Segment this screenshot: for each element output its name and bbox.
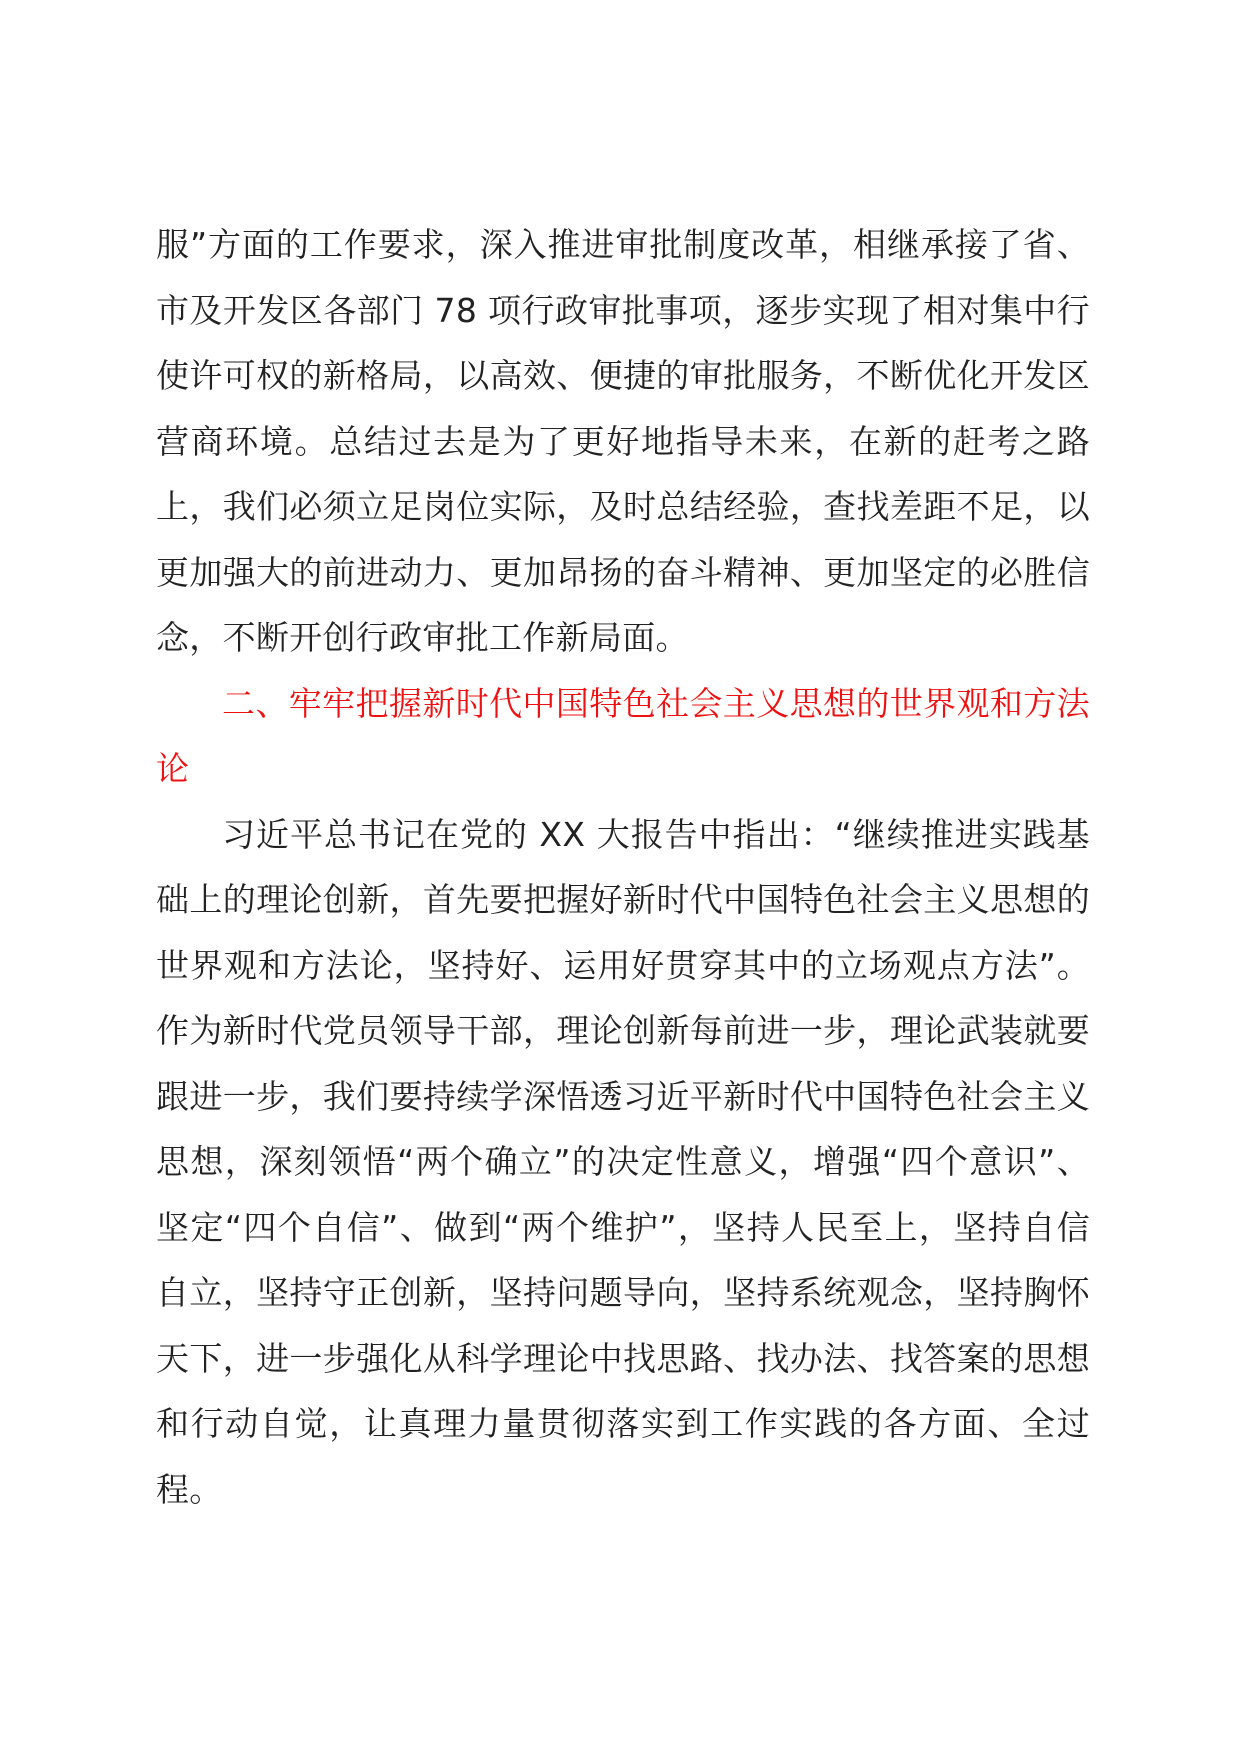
- continued-paragraph: 服”方面的工作要求，深入推进审批制度改革，相继承接了省、市及开发区各部门 78 项行政审批事项，逐步实现了相对集中行使许可权的新格局，以高效、便捷的审批服务，不断优化开发区营商环境。总结过去是为了更好地指导未来，在新的赶考之路上，我们必须立足岗位实际，及时总结经验，查找差距不足，以更加强大的前进动力、更加昂扬的奋斗精神、更加坚定的必胜信念，不断开创行政审批工作新局面。: [156, 225, 1090, 657]
- section-heading: 二、牢牢把握新时代中国特色社会主义思想的世界观和方法论: [156, 683, 1090, 788]
- body-paragraph: 习近平总书记在党的 XX 大报告中指出：“继续推进实践基础上的理论创新，首先要把握好新时代中国特色社会主义思想的世界观和方法论，坚持好、运用好贯穿其中的立场观点方法”。作为新时代党员领导干部，理论创新每前进一步，理论武装就要跟进一步，我们要持续学深悟透习近平新时代中国特色社会主义思想，深刻领悟“两个确立”的决定性意义，增强“四个意识”、坚定“四个自信”、做到“两个维护”，坚持人民至上，坚持自信自立，坚持守正创新，坚持问题导向，坚持系统观念，坚持胸怀天下，进一步强化从科学理论中找思路、找办法、找答案的思想和行动自觉，让真理力量贯彻落实到工作实践的各方面、全过程。: [156, 814, 1090, 1509]
- document-content: [156, 212, 1090, 1522]
